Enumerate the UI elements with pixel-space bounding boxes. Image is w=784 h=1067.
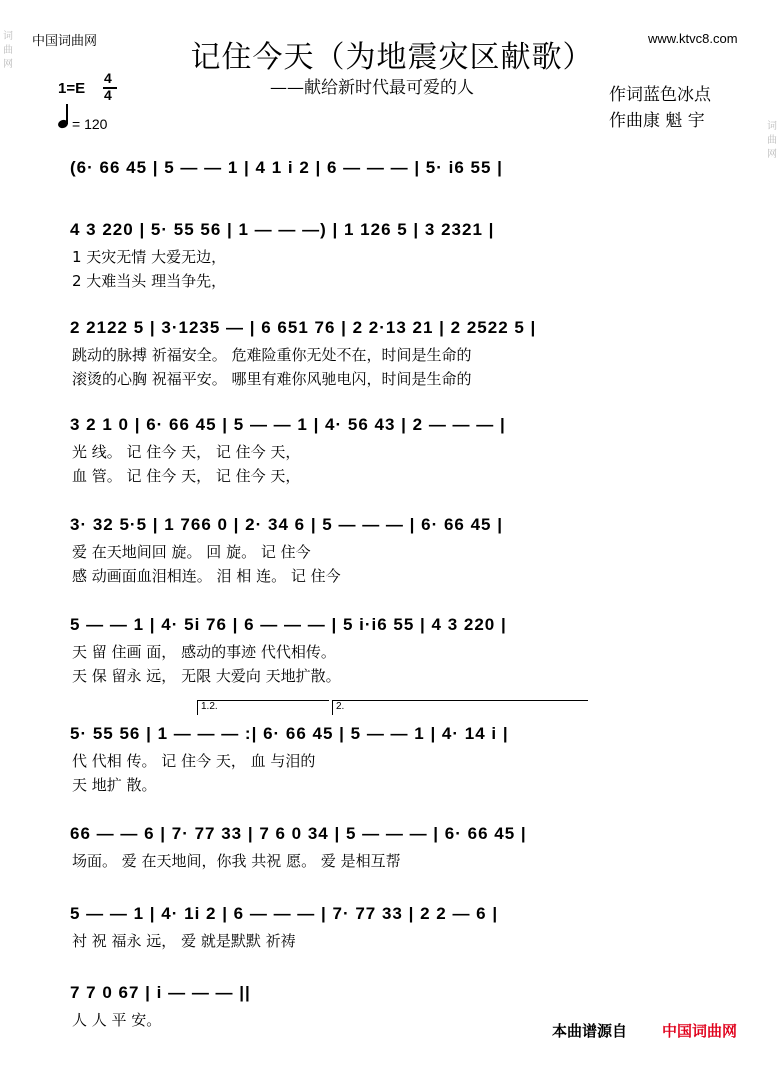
time-signature-top: 4 (104, 70, 112, 86)
staff-line: 7 7 0 67 | i — — — || (70, 983, 251, 1002)
staff-line: 4 3 220 | 5· 55 56 | 1 — — —) | 1 126 5 | 3 2321 | (70, 220, 495, 239)
lyric-line: 人 人 平 安。 (72, 1011, 162, 1029)
lyric-line: 代 代相 传。 记 住今 天， 血 与泪的 (72, 752, 316, 770)
staff-line: 3· 32 5·5 | 1 766 0 | 2· 34 6 | 5 — — — | 6· 66 45 | (70, 515, 503, 534)
lyric-line: 1 天灾无情 大爱无边， (72, 248, 227, 266)
staff-line: 5 — — 1 | 4· 5i 76 | 6 — — — | 5 i·i6 55 | 4 3 220 | (70, 615, 507, 634)
lyric-line: 血 管。 记 住今 天， 记 住今 天， (72, 467, 301, 485)
site-watermark-right: www.ktvc8.com (648, 31, 738, 46)
staff-line: 3 2 1 0 | 6· 66 45 | 5 — — 1 | 4· 56 43 | 2 — — — | (70, 415, 506, 434)
edge-watermark-left: 词曲网 (3, 31, 13, 70)
lyric-line: 滚烫的心胸 祝福平安。 哪里有难你风驰电闪，时间是生命的 (72, 370, 472, 388)
song-title: 记住今天（为地震灾区献歌） (190, 40, 594, 75)
source-site: 中国词曲网 (662, 1022, 738, 1040)
staff-line: 5 — — 1 | 4· 1i 2 | 6 — — — | 7· 77 33 | 2 2 — 6 | (70, 904, 499, 923)
volta-first-ending: 1.2. (197, 700, 329, 715)
lyricist-credit: 作词蓝色冰点 (609, 85, 711, 105)
song-subtitle: ——献给新时代最可爱的人 (270, 78, 474, 98)
staff-line: 5· 55 56 | 1 — — — :| 6· 66 45 | 5 — — 1 | 4· 14 i | (70, 724, 509, 743)
time-signature-bottom: 4 (104, 87, 112, 103)
lyric-line: 光 线。 记 住今 天， 记 住今 天， (72, 443, 301, 461)
lyric-line: 天 地扩 散。 (72, 776, 157, 794)
lyric-line: 场面。 爱 在天地间，你我 共祝 愿。 爱 是相互帮 (72, 852, 401, 870)
lyric-line: 2 大难当头 理当争先， (72, 272, 227, 290)
lyric-line: 跳动的脉搏 祈福安全。 危难险重你无处不在，时间是生命的 (72, 346, 472, 364)
lyric-line: 爱 在天地间回 旋。 回 旋。 记 住今 (72, 543, 311, 561)
composer-credit: 作曲康 魁 宇 (609, 111, 705, 131)
lyric-line: 天 保 留永 远， 无限 大爱向 天地扩散。 (72, 667, 341, 685)
edge-watermark-right: 词曲网 (767, 121, 777, 160)
site-watermark-left: 中国词曲网 (32, 34, 98, 49)
lyric-line: 天 留 住画 面， 感动的事迹 代代相传。 (72, 643, 336, 661)
volta-second-ending: 2. (332, 700, 588, 715)
staff-line: (6· 66 45 | 5 — — 1 | 4 1 i 2 | 6 — — — | 5· i6 55 | (70, 158, 503, 177)
lyric-line: 感 动画面血泪相连。 泪 相 连。 记 住今 (72, 567, 341, 585)
source-label: 本曲谱源自 (552, 1022, 628, 1040)
staff-line: 2 2122 5 | 3·1235 — | 6 651 76 | 2 2·13 21 | 2 2522 5 | (70, 318, 537, 337)
tempo-marking: = 120 (72, 116, 108, 132)
lyric-line: 衬 祝 福永 远， 爱 就是默默 祈祷 (72, 932, 296, 950)
key-signature: 1=E (58, 80, 86, 97)
staff-line: 66 — — 6 | 7· 77 33 | 7 6 0 34 | 5 — — — | 6· 66 45 | (70, 824, 527, 843)
